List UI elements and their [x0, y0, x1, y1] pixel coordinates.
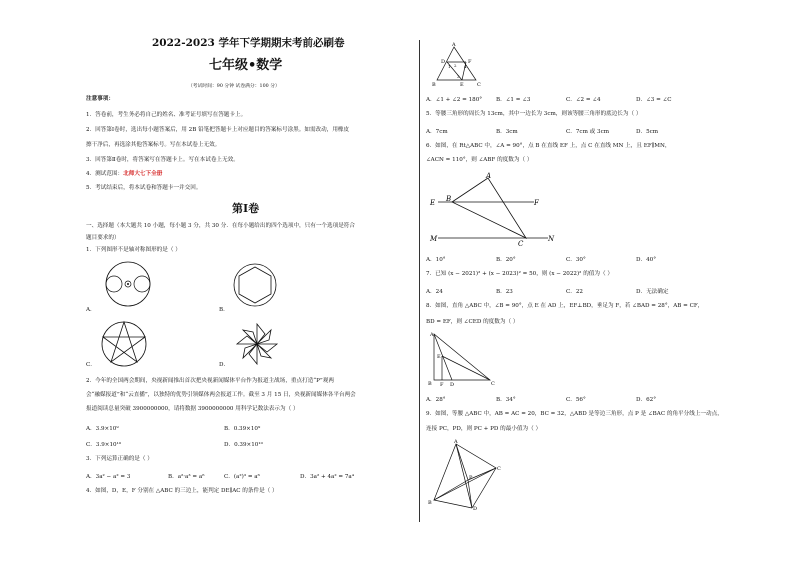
q1-label-a: A． [86, 307, 96, 313]
exam-subtitle: 七年级•数学 [209, 58, 283, 73]
q2-option-a: A．3.9×10⁹ [86, 426, 119, 432]
q5-option-a: A．7cm [426, 129, 448, 135]
q3-stem: 3．下列运算正确的是（ ） [86, 456, 153, 462]
q1-label-c: C． [86, 362, 96, 368]
q3-option-d: D．3a² + 4a² = 7a⁴ [300, 474, 354, 480]
q8-line-2: BD = EF，则 ∠CED 的度数为（ ） [426, 319, 519, 325]
q2-option-b: B．0.39×10⁹ [224, 426, 261, 432]
q9-label-a: A [454, 439, 458, 445]
q6-label-b: B [446, 195, 452, 203]
note-1: 1．答卷前，考生务必将自己的姓名、准考证号填写在答题卡上。 [86, 112, 247, 118]
q1-figure-c [100, 320, 148, 368]
q4-option-c: C．∠2 = ∠4 [566, 97, 601, 103]
note-4 [86, 171, 162, 178]
q4-angle-1: 1 [448, 64, 451, 69]
q6-label-e: E [430, 199, 436, 207]
q5-option-c: C．7cm 或 3cm [566, 129, 610, 135]
q6-figure [430, 172, 560, 248]
q1-figure-b [232, 262, 278, 308]
q6-label-n: N [548, 235, 555, 243]
q9-line-2: 连接 PC，PD，则 PC + PD 的最小值为（ ） [426, 426, 542, 432]
test-range: 北师大七下全册 [123, 171, 163, 177]
q6-option-b: B．20° [496, 257, 516, 263]
section-intro: 一、选择题（本大题共 10 小题，每小题 3 分，共 30 分．在每小题给出的四个选项中，只有一个选项是符合 [86, 223, 355, 229]
q3-option-c: C．(a²)³ = a⁶ [224, 474, 260, 480]
q5-option-b: B．3cm [496, 129, 518, 135]
q9-label-c: C [497, 466, 501, 472]
q4-label-c: C [477, 82, 481, 88]
q6-line-1: 6．如图，在 Rt△ABC 中，∠A = 90°，点 B 在直线 EF 上，点 C 在直线 MN 上，且 EF∥MN， [426, 143, 671, 149]
q6-label-f: F [534, 199, 539, 207]
q8-label-f: F [440, 382, 444, 388]
q8-option-d: D．62° [636, 397, 656, 403]
q4-angle-2: 2 [454, 63, 457, 68]
q4-option-a: A．∠1 + ∠2 = 180° [426, 97, 483, 103]
q1-label-d: D． [219, 362, 230, 368]
notes-heading: 注意事项： [86, 96, 114, 102]
q8-label-d: D [450, 382, 455, 388]
q1-label-b: B． [219, 307, 229, 313]
q6-line-2: ∠ACN = 110°，则 ∠ABF 的度数为（ ） [426, 157, 533, 163]
q3-option-a: A．3a² − a² = 3 [86, 474, 131, 480]
q8-label-e: E [437, 354, 441, 360]
q7-stem: 7．已知 (x − 2021)² + (x − 2023)² = 50，则 (x − 2022)² 的值为（ ） [426, 271, 613, 277]
q6-label-c: C [518, 240, 524, 248]
column-divider [419, 40, 420, 522]
note-5: 5．考试结束后，将本试卷和答题卡一并交回。 [86, 185, 202, 191]
q5-stem: 5．等腰三角形的周长为 13cm，其中一边长为 3cm，则该等腰三角形的底边长为（ ） [426, 111, 642, 117]
q6-label-a: A [486, 172, 492, 180]
q8-line-1: 8．如图，直角 △ABC 中，∠B = 90°，点 E 在 AD 上，EF⊥BD，垂足为 F，若 ∠BAD = 28°，AB = CF， [426, 303, 704, 309]
q2-line-1: 2．今年的全国两会期间，央视新闻推出首次把央视新闻媒体平台作为报道主战场，重点打造“P”观两 [86, 378, 334, 384]
q1-figure-a [103, 259, 153, 309]
q9-label-p: P [469, 475, 473, 481]
note-3: 3．回答第Ⅱ卷时，将答案写在答题卡上。写在本试卷上无效。 [86, 157, 239, 163]
q6-option-c: C．30° [566, 257, 586, 263]
q4-label-b: B [432, 82, 436, 88]
q7-option-b: B．23 [496, 289, 513, 295]
q4-label-a: A [452, 42, 456, 48]
q6-option-d: D．40° [636, 257, 656, 263]
q2-line-3: 报道阅读总量突破 3900000000，请将数据 3900000000 用科学记数法表示为（ ） [86, 406, 299, 412]
q4-label-f: F [468, 59, 472, 65]
q4-label-e: E [460, 82, 464, 88]
q2-option-d: D．0.39×10¹⁰ [224, 442, 263, 448]
note-4-label: 4．测试范围： [86, 171, 124, 177]
q8-option-a: A．28° [426, 397, 446, 403]
q4-label-d: D [441, 59, 446, 65]
q4-option-d: D．∠3 = ∠C [636, 97, 672, 103]
q9-line-1: 9．如图，等腰 △ABC 中，AB = AC = 20，BC = 32，△ABD 是等边三角形，点 P 是 ∠BAC 的角平分线上一动点， [426, 411, 723, 417]
q9-label-b: B [428, 500, 432, 506]
q7-option-c: C．22 [566, 289, 583, 295]
section-intro-cont: 题目要求的） [86, 235, 120, 241]
q8-option-b: B．34° [496, 397, 516, 403]
q4-angle-3: 3 [457, 74, 460, 79]
q4-option-b: B．∠1 = ∠3 [496, 97, 531, 103]
q8-label-a: A [430, 332, 434, 338]
q6-option-a: A．10° [426, 257, 446, 263]
exam-title: 2022-2023 学年下学期期末考前必刷卷 [152, 37, 345, 49]
q7-option-d: D．无法确定 [636, 289, 669, 295]
q2-option-c: C．3.9×10¹⁰ [86, 442, 122, 448]
q1-figure-d [233, 320, 281, 368]
q6-label-m: M [430, 235, 438, 243]
q8-label-b: B [428, 381, 432, 387]
q9-label-d: D [473, 506, 478, 512]
q4-stem: 4．如图，D，E，F 分别在 △ABC 的三边上，能判定 DE∥AC 的条件是（ ） [86, 488, 278, 494]
note-2-cont: 擦干净后，再选涂其他答案标号。写在本试卷上无效。 [86, 142, 221, 148]
q5-option-d: D．5cm [636, 129, 659, 135]
section-title: 第Ⅰ卷 [232, 202, 260, 215]
q8-option-c: C．56° [566, 397, 586, 403]
q8-label-c: C [491, 381, 495, 387]
q8-figure [428, 330, 500, 388]
q1-stem: 1．下列图形不是轴对称图形的是（ ） [86, 247, 181, 253]
note-2: 2．回答第Ⅰ卷时，选出每小题答案后，用 2B 铅笔把答题卡上对应题目的答案标号涂黑。如需改动，用橡皮 [86, 127, 350, 133]
q2-line-2: 会“融媒报道”和“云直播”，以独特的优势引领媒体两会报道工作。截至 3 月 15 日，央视新闻媒体各平台两会 [86, 392, 356, 398]
q4-figure [432, 42, 482, 88]
q3-option-b: B．a²·a³ = a⁶ [168, 474, 205, 480]
q9-figure [428, 440, 508, 510]
q7-option-a: A．24 [426, 289, 443, 295]
q4-angle-4: 4 [464, 64, 467, 69]
exam-meta: （考试时间：90 分钟 试卷满分：100 分） [188, 84, 280, 89]
